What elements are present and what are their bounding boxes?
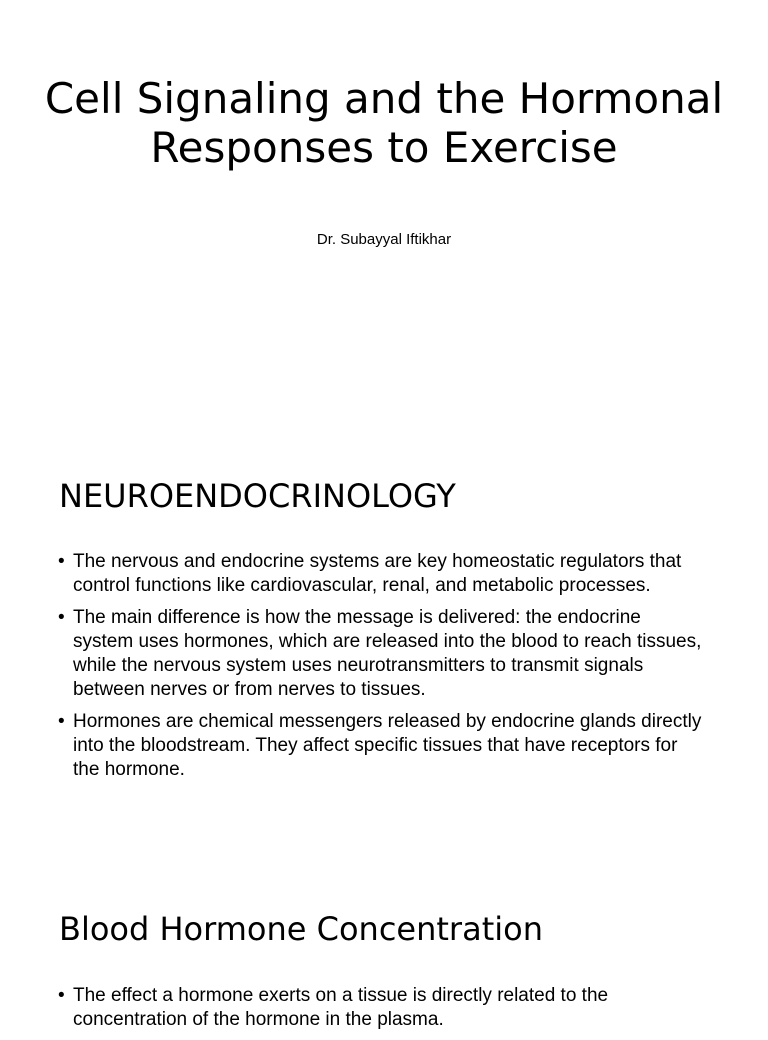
bullet-item: • The main difference is how the message is delivered: the endocrine system uses hormones, which are released into the blood to reach tissues, while the nervous system uses neurotransmitters to transmit signals between nerves or from nerves to tissues. bbox=[58, 606, 704, 702]
slide-heading: Blood Hormone Concentration bbox=[59, 910, 543, 948]
title-slide bbox=[0, 0, 768, 432]
bullet-list bbox=[58, 550, 704, 790]
presentation-author: Dr. Subayyal Iftikhar bbox=[316, 231, 452, 248]
slide-heading: NEUROENDOCRINOLOGY bbox=[59, 477, 456, 515]
bullet-item: • The nervous and endocrine systems are key homeostatic regulators that control functions like cardiovascular, renal, and metabolic processes. bbox=[58, 550, 704, 598]
bullet-list bbox=[58, 984, 704, 1040]
bullet-item: • The effect a hormone exerts on a tissue is directly related to the concentration of the hormone in the plasma. bbox=[58, 984, 704, 1032]
neuroendocrinology-slide bbox=[0, 432, 768, 864]
blood-hormone-slide bbox=[0, 864, 768, 1030]
bullet-item: • Hormones are chemical messengers released by endocrine glands directly into the bloodstream. They affect specific tissues that have receptors for the hormone. bbox=[58, 710, 704, 782]
presentation-title: Cell Signaling and the Hormonal Responses to Exercise bbox=[44, 74, 724, 172]
